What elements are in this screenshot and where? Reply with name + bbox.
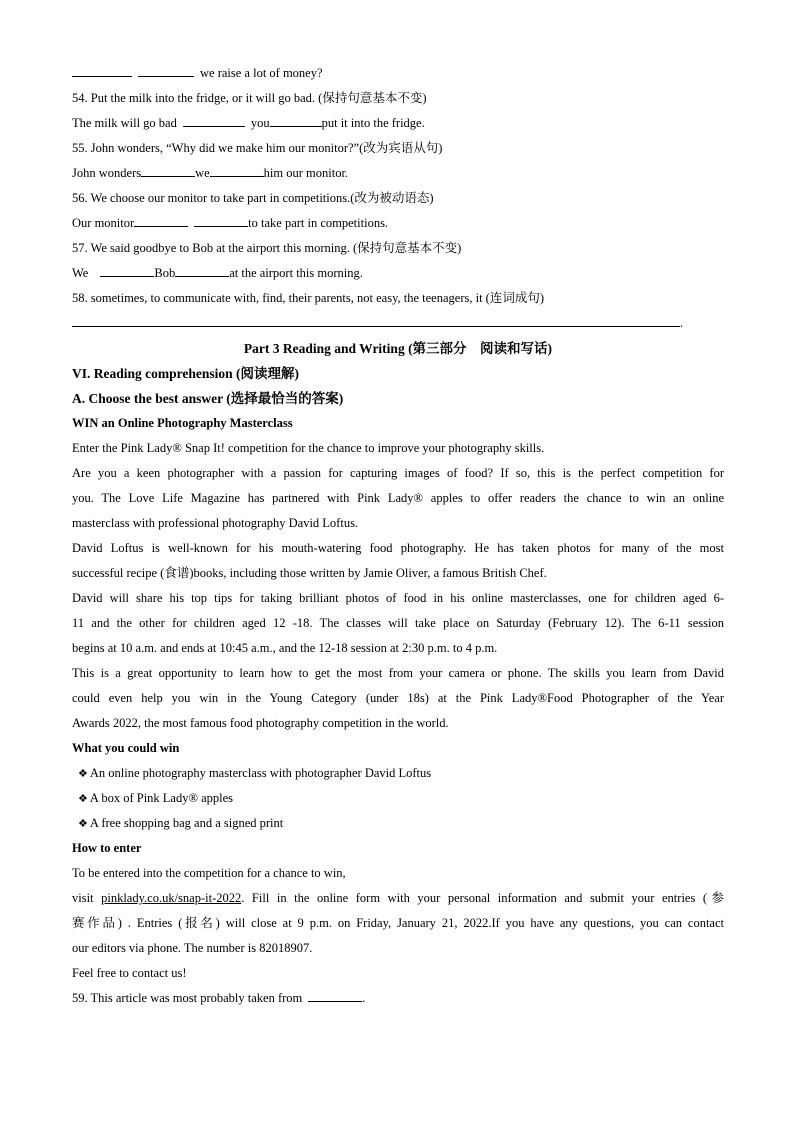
answer-blank[interactable] [308, 987, 362, 1002]
enter-heading: How to enter [72, 841, 142, 855]
q56-question: 56. We choose our monitor to take part in competitions.(改为被动语态) [72, 191, 434, 205]
answer-blank[interactable] [194, 212, 248, 227]
q53-text: we raise a lot of money? [200, 66, 323, 80]
answer-blank[interactable] [100, 262, 154, 277]
article-paragraph: Enter the Pink Lady® Snap It! competition for the chance to improve your photography skills. [72, 441, 545, 455]
win-heading: What you could win [72, 741, 180, 755]
q55-question: 55. John wonders, “Why did we make him our monitor?”(改为宾语从句) [72, 141, 443, 155]
diamond-bullet-icon: ❖ [78, 793, 88, 805]
article-paragraph: successful recipe (食谱)books, including those written by Jamie Oliver, a famous British Chef. [72, 566, 547, 580]
answer-blank[interactable] [141, 162, 195, 177]
section-6-heading: VI. Reading comprehension (阅读理解) [72, 366, 300, 381]
answer-blank[interactable] [183, 112, 245, 127]
article-paragraph: Are you a keen photographer with a passion for capturing images of food? If so, this is the perfect competition for [72, 466, 724, 480]
answer-blank[interactable] [72, 62, 132, 77]
article-paragraph: masterclass with professional photography David Loftus. [72, 516, 359, 530]
list-item: ❖ A free shopping bag and a signed print [78, 816, 284, 830]
article-paragraph: visit pinklady.co.uk/snap-it-2022. Fill in the online form with your personal information and submit your entries (参 [72, 891, 724, 905]
article-paragraph: begins at 10 a.m. and ends at 10:45 a.m., and the 12-18 session at 2:30 p.m. to 4 p.m. [72, 641, 498, 655]
article-paragraph: To be entered into the competition for a chance to win, [72, 866, 346, 880]
article-paragraph: Feel free to contact us! [72, 966, 187, 980]
article-paragraph: 11 and the other for children aged 12 -18. The classes will take place on Saturday (February 12). The 6-11 session [72, 616, 724, 630]
article-paragraph: David Loftus is well-known for his mouth-watering food photography. He has taken photos for many of the most [72, 541, 724, 555]
list-item: ❖ An online photography masterclass with photographer David Loftus [78, 766, 432, 780]
q55-answer-line: John wonders we him our monitor. [72, 161, 724, 186]
q56-answer-line: Our monitor to take part in competitions. [72, 211, 724, 236]
article-paragraph: 赛作品) . Entries (报名) will close at 9 p.m. on Friday, January 21, 2022.If you have any questions, you can contact [72, 916, 724, 930]
article-paragraph: Awards 2022, the most famous food photography competition in the world. [72, 716, 449, 730]
q57-answer-line: We Bob at the airport this morning. [72, 261, 724, 286]
article-paragraph: our editors via phone. The number is 82018907. [72, 941, 313, 955]
article-paragraph: This is a great opportunity to learn how to get the most from your camera or phone. The skills you learn from David [72, 666, 724, 680]
q57-question: 57. We said goodbye to Bob at the airport this morning. (保持句意基本不变) [72, 241, 462, 255]
list-item: ❖ A box of Pink Lady® apples [78, 791, 234, 805]
article-paragraph: you. The Love Life Magazine has partnered with Pink Lady® apples to offer readers the chance to win an online [72, 491, 724, 505]
answer-blank[interactable] [210, 162, 264, 177]
part3-heading: Part 3 Reading and Writing (第三部分 阅读和写话) [243, 341, 553, 356]
q59-question: 59. This article was most probably taken from . [72, 986, 724, 1011]
article-paragraph: could even help you win in the Young Category (under 18s) at the Pink Lady®Food Photographer of the Year [72, 691, 724, 705]
section-a-heading: A. Choose the best answer (选择最恰当的答案) [72, 391, 344, 406]
article-paragraph: David will share his top tips for taking brilliant photos of food in his online masterclasses, one for children aged 6- [72, 591, 724, 605]
answer-blank[interactable] [175, 262, 229, 277]
q58-answer-line: . [72, 311, 724, 336]
answer-blank[interactable] [134, 212, 188, 227]
q54-question: 54. Put the milk into the fridge, or it will go bad. (保持句意基本不变) [72, 91, 427, 105]
q53-answer-line [72, 61, 724, 86]
answer-blank[interactable] [270, 112, 322, 127]
answer-blank[interactable] [138, 62, 194, 77]
diamond-bullet-icon: ❖ [78, 768, 88, 780]
q58-question: 58. sometimes, to communicate with, find, their parents, not easy, the teenagers, it (连词成句) [72, 291, 544, 305]
competition-link[interactable]: pinklady.co.uk/snap-it-2022 [101, 891, 242, 905]
answer-blank[interactable] [72, 312, 680, 327]
diamond-bullet-icon: ❖ [78, 818, 88, 830]
article-title: WIN an Online Photography Masterclass [72, 416, 293, 430]
document-content [72, 61, 724, 1011]
q54-answer-line: The milk will go bad you put it into the fridge. [72, 111, 724, 136]
